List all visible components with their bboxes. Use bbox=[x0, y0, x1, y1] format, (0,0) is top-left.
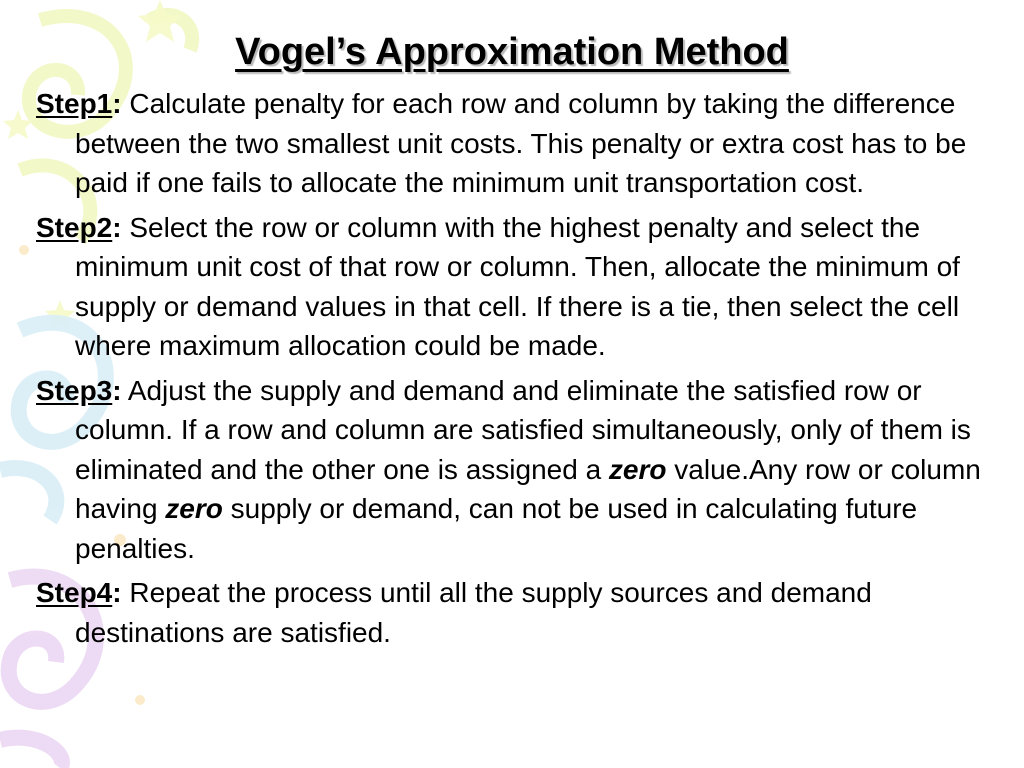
steps-list bbox=[36, 84, 994, 657]
step-3-text-a: Adjust the supply and demand and eliminate the satisfied row or column. If a row and column are satisfied simultaneously, only of them is eliminated and the other one is assigned a bbox=[75, 374, 971, 485]
step-1-colon: : bbox=[112, 88, 122, 119]
step-2-number: Step2 bbox=[36, 211, 113, 243]
step-4-colon: : bbox=[112, 577, 122, 608]
step-4-label bbox=[36, 577, 122, 608]
step-2-label bbox=[36, 212, 122, 243]
step-1-label bbox=[36, 88, 122, 119]
step-3-zero-emphasis-2: zero bbox=[165, 493, 223, 524]
step-3-colon: : bbox=[112, 374, 122, 406]
step-3 bbox=[36, 371, 994, 569]
step-3-text-c: supply or demand, can not be used in calculating future penalties. bbox=[75, 493, 918, 564]
step-3-label bbox=[36, 375, 122, 406]
step-1 bbox=[36, 84, 994, 203]
step-4-number: Step4 bbox=[36, 577, 113, 608]
step-3-number: Step3 bbox=[36, 374, 113, 406]
step-3-zero-emphasis-1: zero bbox=[608, 453, 667, 485]
page-title: Vogel’s Approximation Method bbox=[235, 31, 789, 73]
step-1-text: Calculate penalty for each row and column by taking the difference between the two smallest unit costs. This penalty or extra cost has to be paid if one fails to allocate the minimum unit transportation cost. bbox=[75, 88, 967, 198]
step-1-number: Step1 bbox=[36, 88, 113, 119]
step-2-text: Select the row or column with the highest penalty and select the minimum unit cost of that row or column. Then, allocate the minimum of supply or demand values in that cell. If there is a tie, then select the cell where maximum allocation could be made. bbox=[75, 211, 960, 361]
step-4 bbox=[36, 573, 994, 652]
step-2 bbox=[36, 208, 994, 366]
step-3-text-b: value.Any row or column having bbox=[75, 453, 981, 524]
step-2-colon: : bbox=[112, 211, 122, 243]
step-4-text: Repeat the process until all the supply sources and demand destinations are satisfied. bbox=[75, 577, 872, 648]
